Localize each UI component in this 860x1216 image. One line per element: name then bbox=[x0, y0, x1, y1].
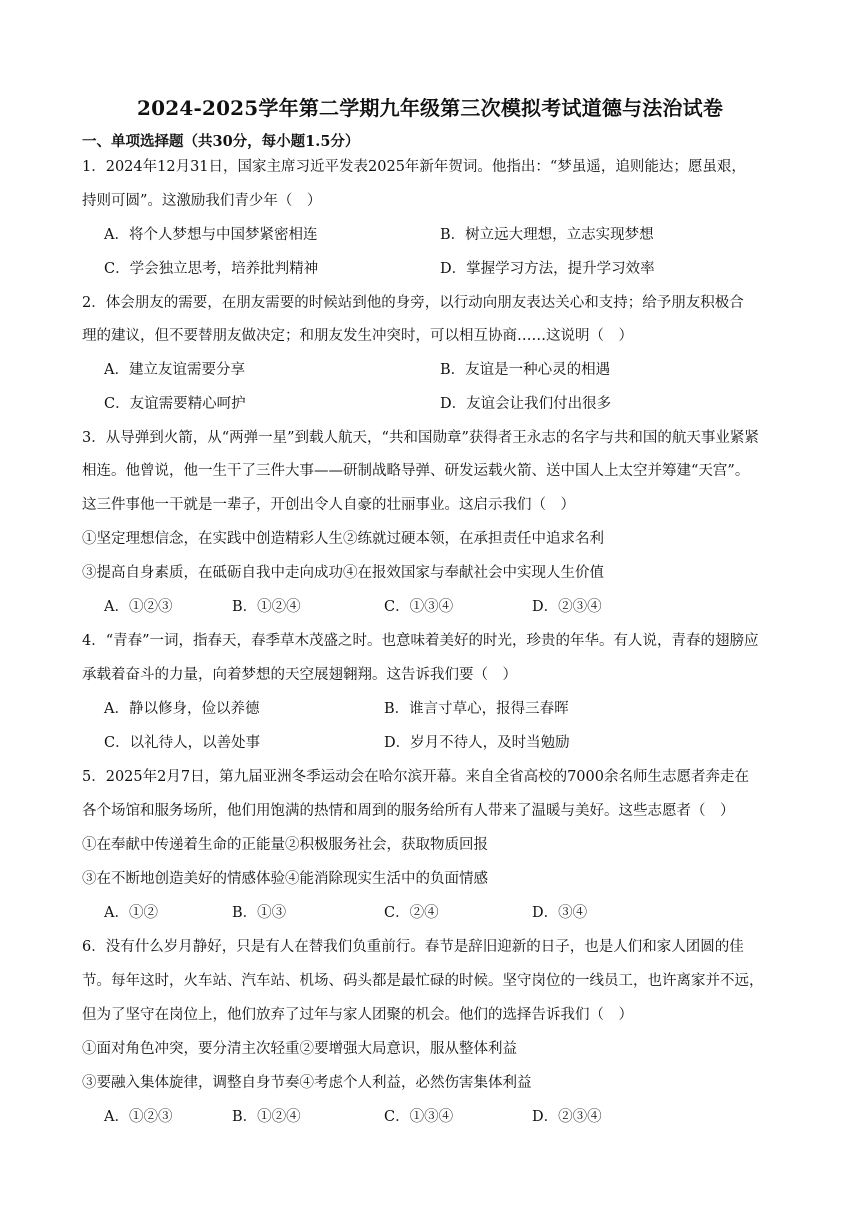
q3-option-d: D．②③④ bbox=[532, 599, 602, 615]
q3-stem-line-1: 3．从导弹到火箭，从“两弹一星”到载人航天，“共和国勋章”获得者王永志的名字与共和国的航天事业紧紧 bbox=[82, 430, 759, 446]
q6-stem-line-2: 节。每年这时，火车站、汽车站、机场、码头都是最忙碌的时候。坚守岗位的一线员工，也许离家并不远， bbox=[82, 973, 764, 989]
q5-stem-line-4: ③在不断地创造美好的情感体验④能消除现实生活中的负面情感 bbox=[82, 871, 488, 887]
q6-option-b: B．①②④ bbox=[232, 1109, 301, 1125]
q4-option-d: D．岁月不待人，及时当勉励 bbox=[384, 735, 570, 751]
q3-stem-line-3: 这三件事他一干就是一辈子，开创出令人自豪的壮丽事业。这启示我们（ ） bbox=[82, 497, 575, 513]
q5-option-a: A．①② bbox=[104, 905, 158, 921]
q1-option-d: D．掌握学习方法，提升学习效率 bbox=[440, 261, 655, 277]
q3-stem-line-2: 相连。他曾说，他一生干了三件大事——研制战略导弹、研发运载火箭、送中国人上太空并筹建“天宫”。 bbox=[82, 463, 750, 479]
q2-option-b: B．友谊是一种心灵的相遇 bbox=[440, 362, 611, 378]
q6-stem-line-5: ③要融入集体旋律，调整自身节奏④考虑个人利益，必然伤害集体利益 bbox=[82, 1075, 532, 1091]
q5-option-d: D．③④ bbox=[532, 905, 588, 921]
q6-stem-line-3: 但为了坚守在岗位上，他们放弃了过年与家人团聚的机会。他们的选择告诉我们（ ） bbox=[82, 1007, 633, 1023]
q4-option-a: A．静以修身，俭以养德 bbox=[104, 701, 260, 717]
q2-stem-line-1: 2．体会朋友的需要，在朋友需要的时候站到他的身旁，以行动向朋友表达关心和支持；给予朋友积极合 bbox=[82, 295, 744, 311]
q1-option-a: A．将个人梦想与中国梦紧密相连 bbox=[104, 227, 318, 243]
q2-option-a: A．建立友谊需要分享 bbox=[104, 362, 245, 378]
q6-option-c: C．①③④ bbox=[384, 1109, 454, 1125]
q5-option-b: B．①③ bbox=[232, 905, 287, 921]
q6-stem-line-1: 6．没有什么岁月静好，只是有人在替我们负重前行。春节是辞旧迎新的日子，也是人们和家人团圆的佳 bbox=[82, 939, 744, 955]
exam-title: 2024-2025学年第二学期九年级第三次模拟考试道德与法治试卷 bbox=[136, 96, 724, 120]
q4-stem-line-2: 承载着奋斗的力量，向着梦想的天空展翅翱翔。这告诉我们要（ ） bbox=[82, 667, 517, 683]
q1-stem-line-2: 持则可圆”。这激励我们青少年（ ） bbox=[82, 193, 322, 209]
q3-option-a: A．①②③ bbox=[104, 599, 173, 615]
q4-stem-line-1: 4．“青春”一词，指春天，春季草木茂盛之时。也意味着美好的时光，珍贵的年华。有人说，青春的翅膀应 bbox=[82, 633, 759, 649]
q1-option-b: B．树立远大理想，立志实现梦想 bbox=[440, 227, 654, 243]
q3-option-b: B．①②④ bbox=[232, 599, 301, 615]
q2-option-c: C．友谊需要精心呵护 bbox=[104, 396, 246, 412]
q6-stem-line-4: ①面对角色冲突，要分清主次轻重②要增强大局意识，服从整体利益 bbox=[82, 1041, 517, 1057]
q3-option-c: C．①③④ bbox=[384, 599, 454, 615]
q5-stem-line-1: 5．2025年2月7日，第九届亚洲冬季运动会在哈尔滨开幕。来自全省高校的7000余名师生志愿者奔走在 bbox=[82, 769, 749, 785]
q1-option-c: C．学会独立思考，培养批判精神 bbox=[104, 261, 319, 277]
q3-stem-line-5: ③提高自身素质，在砥砺自我中走向成功④在报效国家与奉献社会中实现人生价值 bbox=[82, 565, 604, 581]
q2-stem-line-2: 理的建议，但不要替朋友做决定；和朋友发生冲突时，可以相互协商……这说明（ ） bbox=[82, 328, 633, 344]
q6-option-a: A．①②③ bbox=[104, 1109, 173, 1125]
q5-stem-line-2: 各个场馆和服务场所，他们用饱满的热情和周到的服务给所有人带来了温暖与美好。这些志愿者（ ） bbox=[82, 803, 735, 819]
q5-option-c: C．②④ bbox=[384, 905, 439, 921]
q4-option-b: B．谁言寸草心，报得三春晖 bbox=[384, 701, 569, 717]
q6-option-d: D．②③④ bbox=[532, 1109, 602, 1125]
q3-stem-line-4: ①坚定理想信念，在实践中创造精彩人生②练就过硬本领，在承担责任中追求名利 bbox=[82, 531, 604, 547]
section-heading: 一、单项选择题（共30分，每小题1.5分） bbox=[82, 133, 360, 150]
q1-stem-line-1: 1．2024年12月31日，国家主席习近平发表2025年新年贺词。他指出：“梦虽遥，追则能达；愿虽艰， bbox=[82, 159, 746, 175]
q5-stem-line-3: ①在奉献中传递着生命的正能量②积极服务社会，获取物质回报 bbox=[82, 837, 488, 853]
q2-option-d: D．友谊会让我们付出很多 bbox=[440, 396, 612, 412]
q4-option-c: C．以礼待人，以善处事 bbox=[104, 735, 261, 751]
